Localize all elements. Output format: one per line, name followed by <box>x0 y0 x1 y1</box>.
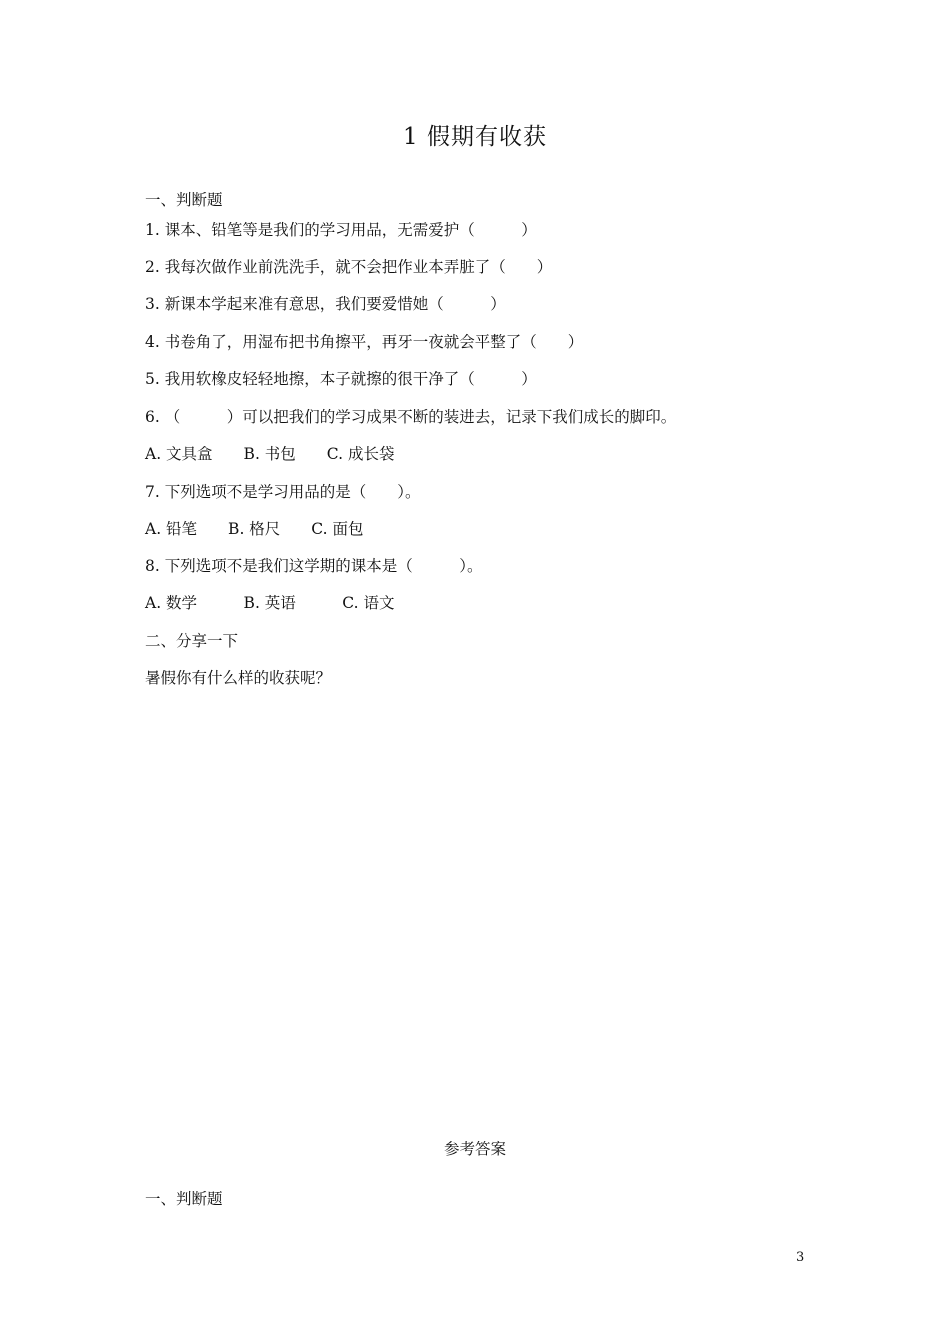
share-prompt: 暑假你有什么样的收获呢？ <box>145 669 332 687</box>
question-8: 8. 下列选项不是我们这学期的课本是（ ）。 <box>145 557 483 575</box>
question-4: 4. 书卷角了，用湿布把书角擦平，再牙一夜就会平整了（ ） <box>145 333 584 351</box>
answers-section-heading: 一、判断题 <box>145 1190 223 1208</box>
question-2: 2. 我每次做作业前洗洗手，就不会把作业本弄脏了（ ） <box>145 258 553 276</box>
question-1: 1. 课本、铅笔等是我们的学习用品，无需爱护（ ） <box>145 221 537 239</box>
question-6: 6. （ ）可以把我们的学习成果不断的装进去，记录下我们成长的脚印。 <box>145 408 677 426</box>
answers-title: 参考答案 <box>443 1140 506 1158</box>
section-heading-judgement: 一、判断题 <box>145 191 223 209</box>
question-7: 7. 下列选项不是学习用品的是（ ）。 <box>145 483 421 501</box>
question-6-options: A. 文具盒 B. 书包 C. 成长袋 <box>145 445 395 463</box>
question-7-options: A. 铅笔 B. 格尺 C. 面包 <box>145 520 364 538</box>
question-8-options: A. 数学 B. 英语 C. 语文 <box>145 594 395 612</box>
question-3: 3. 新课本学起来准有意思，我们要爱惜她（ ） <box>145 295 506 313</box>
question-5: 5. 我用软橡皮轻轻地擦，本子就擦的很干净了（ ） <box>145 370 537 388</box>
document-title: 1 假期有收获 <box>403 124 547 150</box>
page-number: 3 <box>796 1250 805 1265</box>
section-heading-share: 二、分享一下 <box>145 632 239 650</box>
